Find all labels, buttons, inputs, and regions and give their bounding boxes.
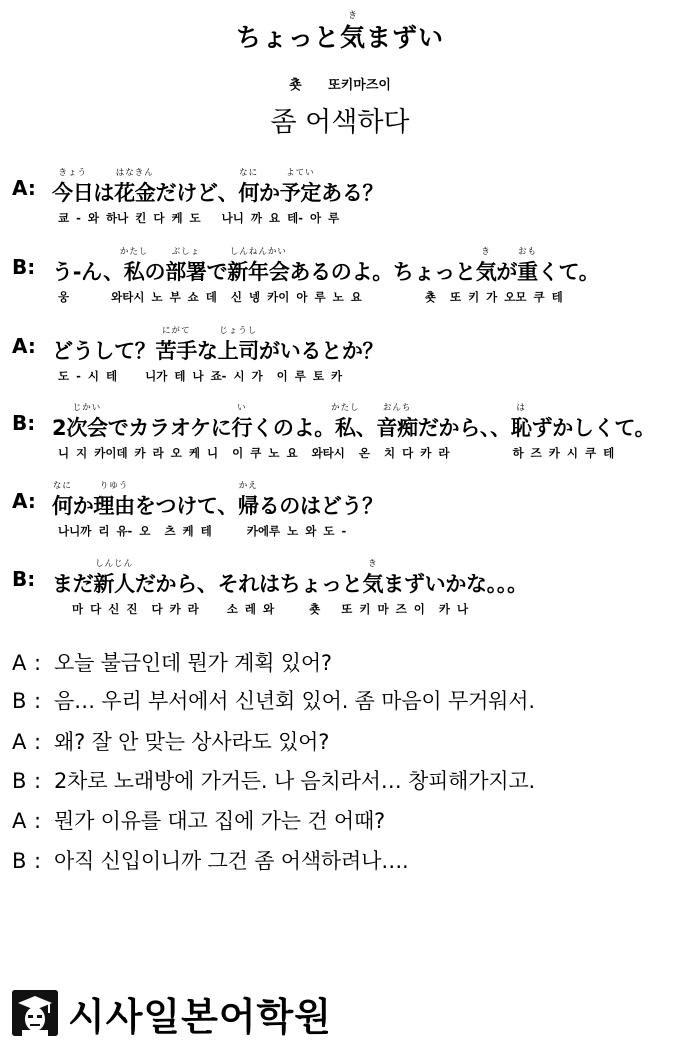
- kana-text: [383, 555, 528, 598]
- furigana: はなきん: [115, 168, 154, 178]
- furigana: ぶしょ: [171, 247, 201, 257]
- sentence-text: だけど、: [155, 181, 239, 205]
- furigana: なに: [52, 481, 72, 491]
- sentence-text: くて。: [537, 260, 600, 284]
- sentence-text: 気: [362, 572, 384, 596]
- title-kanji-ruby: き: [347, 11, 358, 21]
- sentence-text: 帰: [237, 494, 259, 518]
- sentence-text: 重: [517, 260, 538, 284]
- kana-text: [197, 322, 218, 365]
- sentence-text: 、: [355, 416, 377, 440]
- translation-line: [12, 685, 672, 715]
- sentence-text: か: [72, 494, 94, 518]
- kanji-with-furigana: [511, 399, 532, 442]
- colon: :: [34, 769, 41, 793]
- sentence-text: う-ん、: [52, 260, 124, 284]
- furigana: きょう: [58, 168, 87, 178]
- speaker-label: B:: [12, 567, 36, 591]
- sentence-text: ずかしくて。: [531, 416, 656, 440]
- speaker-label: B: [12, 849, 27, 873]
- furigana: き: [368, 559, 378, 569]
- kana-text: [289, 243, 475, 286]
- kanji-with-furigana: [52, 477, 73, 520]
- translation-line: [12, 845, 672, 875]
- sentence-text: 行: [231, 416, 253, 440]
- kana-text: [73, 477, 94, 520]
- sentence-text: 私: [123, 260, 145, 284]
- sentence-text: 私: [335, 416, 356, 440]
- kana-text: [321, 164, 383, 207]
- kana-text: [135, 477, 238, 520]
- kanji-with-furigana: [238, 164, 259, 207]
- sentence-text: で: [206, 260, 228, 284]
- furigana: い: [237, 403, 247, 413]
- japanese-sentence: [52, 164, 383, 204]
- furigana: き: [481, 247, 491, 257]
- sentence-text: だから、それはちょっと: [134, 572, 363, 596]
- sentence-text: 新年会: [227, 260, 290, 284]
- furigana: おんち: [382, 403, 412, 413]
- colon: :: [34, 809, 41, 833]
- kanji-with-furigana: [114, 164, 155, 207]
- kanji-with-furigana: [238, 477, 259, 520]
- kana-text: [259, 477, 383, 520]
- sentence-text: 苦手: [155, 339, 197, 363]
- sentence-text: 上司: [217, 339, 260, 363]
- korean-pronunciation: 도 - 시 테 니가 테 나 죠- 시 가 이 루 토 카: [58, 369, 343, 383]
- sentence-text: 音痴: [376, 416, 418, 440]
- kana-text: [252, 399, 335, 442]
- sentence-text: まずいかな。。。: [383, 572, 528, 596]
- speaker-label: A: [12, 809, 27, 833]
- sentence-text: 何: [52, 494, 73, 518]
- speaker-label: A:: [12, 489, 36, 513]
- kanji-with-furigana: [156, 322, 197, 365]
- korean-translation: 오늘 불금인데 뭔가 계획 있어?: [54, 651, 332, 675]
- korean-translation: 음… 우리 부서에서 신년회 있어. 좀 마음이 무거워서.: [54, 689, 535, 713]
- academy-logo: [12, 985, 332, 1041]
- furigana: かたし: [331, 403, 360, 413]
- sentence-text: は: [93, 181, 115, 205]
- sentence-text: 新人: [93, 572, 135, 596]
- sentence-text: 何: [238, 181, 260, 205]
- sentence-text: くのよ。: [252, 416, 336, 440]
- graduate-face-icon: [12, 990, 58, 1036]
- furigana: よてい: [286, 168, 315, 178]
- korean-translation: 왜? 잘 안 맞는 상사라도 있어?: [54, 730, 330, 754]
- sentence-text: あるのよ。ちょっと: [289, 260, 476, 284]
- title-jp-before: ちょっと: [235, 23, 340, 52]
- kana-text: [135, 555, 363, 598]
- furigana: しんねんかい: [229, 247, 287, 257]
- speaker-label: A: [12, 730, 27, 754]
- sentence-text: 理由: [93, 494, 135, 518]
- sentence-text: の: [144, 260, 166, 284]
- furigana: おも: [517, 247, 537, 257]
- logo-text: 시사일본어학원: [68, 994, 332, 1039]
- furigana: りゆう: [99, 481, 129, 491]
- korean-pronunciation: 니 지 카이데 카 라 오 케 니 이 쿠 노 요 와타시 온 치 다 카 라 하 즈 카 시 쿠 테: [58, 446, 615, 460]
- korean-pronunciation: 쿄 - 와 하나 킨 다 케 도 나니 까 요 테- 아 루: [58, 211, 340, 225]
- kana-text: [93, 164, 114, 207]
- furigana: にがて: [161, 326, 191, 336]
- sentence-text: 2: [52, 416, 67, 440]
- translation-line: [12, 805, 672, 835]
- sentence-text: 部署: [165, 260, 207, 284]
- translation-line: [12, 726, 672, 756]
- sentence-text: 花金: [114, 181, 156, 205]
- kana-text: [52, 555, 93, 598]
- kanji-with-furigana: [227, 243, 289, 286]
- japanese-sentence: [52, 555, 528, 595]
- title-korean: 좀 어색하다: [270, 107, 410, 138]
- kanji-with-furigana: [517, 243, 538, 286]
- kanji-with-furigana: [66, 399, 107, 442]
- speaker-label: A:: [12, 176, 36, 200]
- furigana: しんじん: [95, 559, 134, 569]
- sentence-text: どうして？: [52, 339, 156, 363]
- kana-text: [538, 243, 600, 286]
- kanji-with-furigana: [93, 477, 134, 520]
- speaker-label: A: [12, 651, 27, 675]
- kanji-with-furigana: [476, 243, 497, 286]
- colon: :: [34, 651, 41, 675]
- sentence-text: 今日: [52, 181, 94, 205]
- speaker-label: B:: [12, 255, 36, 279]
- speaker-label: B: [12, 689, 27, 713]
- japanese-sentence: [52, 322, 383, 362]
- korean-translation: 아직 신입이니까 그건 좀 어색하려나….: [54, 849, 409, 873]
- japanese-sentence: [52, 477, 383, 517]
- kana-text: [532, 399, 656, 442]
- kana-text: [259, 322, 383, 365]
- furigana: じかい: [72, 403, 102, 413]
- sentence-text: 恥: [510, 416, 532, 440]
- sentence-text: でカラオケに: [107, 416, 232, 440]
- kana-text: [207, 243, 228, 286]
- kanji-with-furigana: [376, 399, 417, 442]
- kanji-with-furigana: [232, 399, 253, 442]
- furigana: じょうし: [219, 326, 258, 336]
- korean-pronunciation: 나니까 리 유- 오 츠 케 테 카에루 노 와 도 -: [58, 524, 347, 538]
- furigana: は: [516, 403, 526, 413]
- sentence-text: をつけて、: [134, 494, 238, 518]
- furigana: かたし: [119, 247, 149, 257]
- kanji-with-furigana: [218, 322, 259, 365]
- furigana: なに: [239, 168, 259, 178]
- speaker-label: A:: [12, 334, 36, 358]
- kana-text: [496, 243, 517, 286]
- colon: :: [34, 689, 41, 713]
- sentence-text: だから、、: [417, 416, 511, 440]
- kana-text: [144, 243, 165, 286]
- translation-line: [12, 765, 672, 795]
- kana-text: [356, 399, 377, 442]
- japanese-sentence: [52, 399, 655, 439]
- kana-text: [156, 164, 239, 207]
- title-japanese: [0, 11, 680, 54]
- korean-translation: 뭔가 이유를 대고 집에 가는 건 어때?: [54, 809, 386, 833]
- sentence-text: 予定: [279, 181, 322, 205]
- title-jp-after: まずい: [366, 23, 445, 52]
- sentence-text: まだ: [52, 572, 94, 596]
- title-kanji: き 気: [340, 18, 366, 54]
- kana-text: [52, 403, 66, 440]
- speaker-label: B: [12, 769, 27, 793]
- sentence-text: な: [196, 339, 218, 363]
- furigana: かえ: [238, 481, 258, 491]
- translation-line: [12, 647, 672, 677]
- kanji-with-furigana: [93, 555, 134, 598]
- sentence-text: がいるとか？: [259, 339, 384, 363]
- kana-text: [259, 164, 280, 207]
- sentence-text: 次会: [66, 416, 108, 440]
- kana-text: [418, 399, 511, 442]
- kanji-with-furigana: [52, 164, 93, 207]
- sentence-text: ある？: [321, 181, 384, 205]
- kana-text: [108, 399, 232, 442]
- colon: :: [34, 849, 41, 873]
- korean-pronunciation: 웅 와타시 노 부 쇼 데 신 넹 카이 아 루 노 요 춋 또 키 가 오모 쿠 테: [58, 290, 563, 304]
- kana-text: [52, 322, 156, 365]
- colon: :: [34, 730, 41, 754]
- title-reading: 춋 또키마즈이: [289, 78, 391, 93]
- kana-text: [52, 243, 124, 286]
- korean-translation: 2차로 노래방에 가거든. 나 음치라서… 창피해가지고.: [54, 769, 536, 793]
- korean-pronunciation: 마 다 신 진 다 카 라 소 레 와 춋 또 키 마 즈 이 카 나: [58, 602, 469, 616]
- speaker-label: B:: [12, 411, 36, 435]
- sentence-text: か: [259, 181, 280, 205]
- sentence-text: 気: [475, 260, 497, 284]
- sentence-text: るのはどう？: [258, 494, 383, 518]
- kanji-with-furigana: [331, 399, 360, 442]
- kanji-with-furigana: [165, 243, 206, 286]
- sentence-text: が: [496, 260, 518, 284]
- kanji-with-furigana: [119, 243, 149, 286]
- japanese-sentence: [52, 243, 600, 283]
- kanji-with-furigana: [363, 555, 384, 598]
- kanji-with-furigana: [280, 164, 321, 207]
